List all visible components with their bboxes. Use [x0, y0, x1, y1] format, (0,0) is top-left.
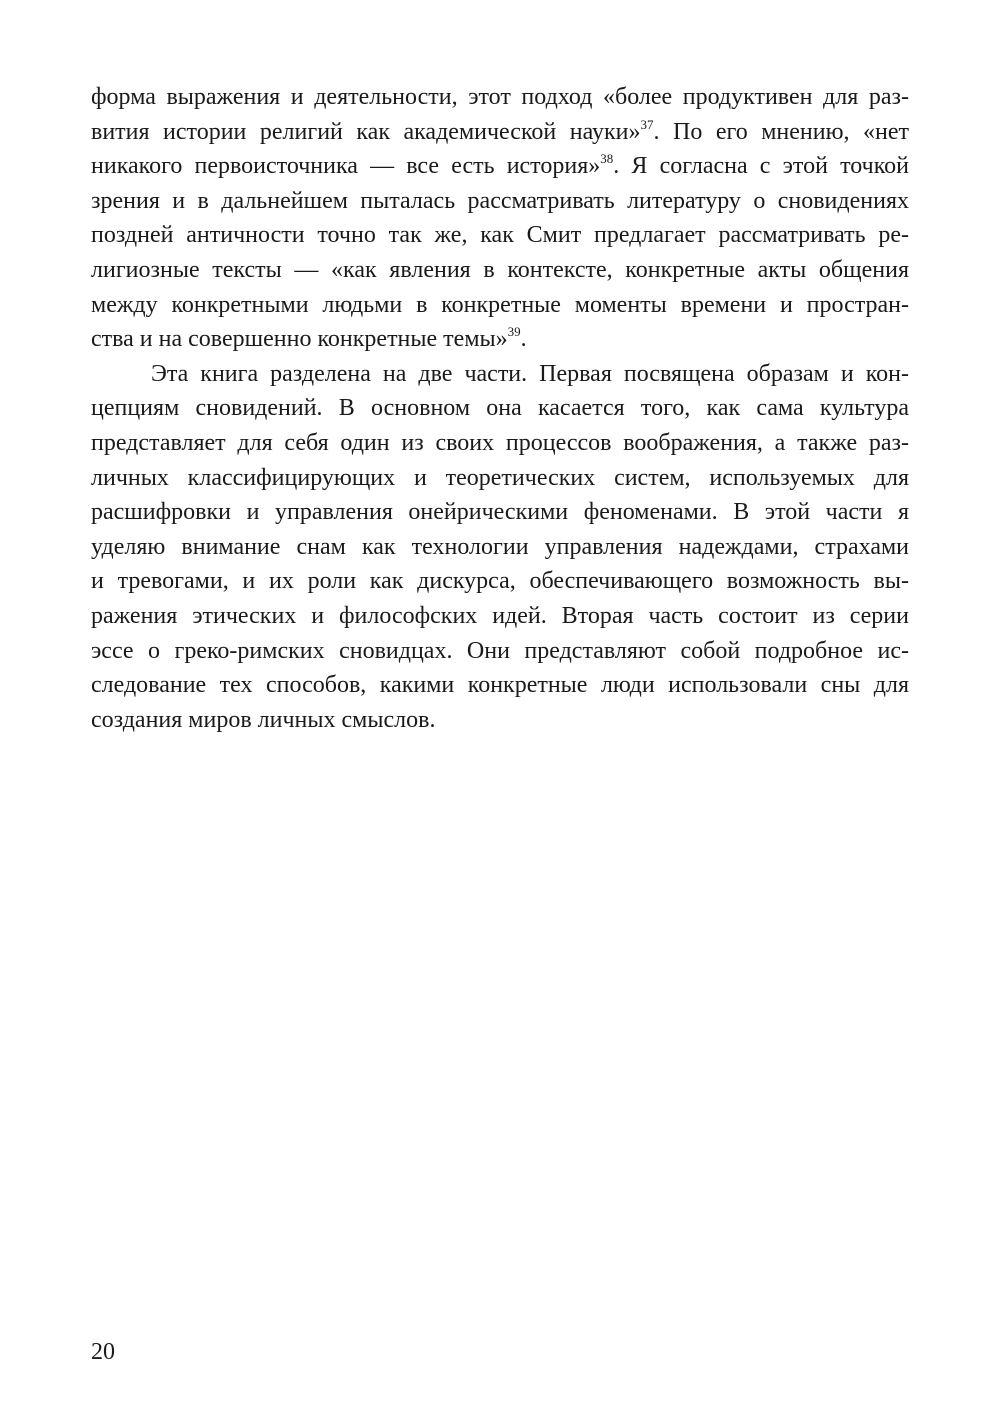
text-run: форма выражения и деятельности, этот подход «более продуктивен для раз- [91, 84, 909, 110]
footnote-marker[interactable]: 37 [640, 116, 654, 132]
text-line [91, 530, 909, 565]
footnote-marker[interactable]: 39 [507, 324, 521, 340]
text-run: создания миров личных смыслов. [91, 706, 436, 733]
text-run: следование тех способов, какими конкретные люди использовали сны для [91, 672, 909, 699]
text-run: представляет для себя один из своих процессов воображения, а также раз- [91, 429, 909, 456]
text-run: ства и на совершенно конкретные темы» [91, 326, 508, 353]
text-run: цепциям сновидений. В основном она касается того, как сама культура [91, 395, 909, 422]
text-line [91, 391, 909, 426]
text-run: зрения и в дальнейшем пыталась рассматривать литературу о сновидениях [91, 187, 909, 214]
text-run: . Я согласна с этой точкой [613, 153, 910, 180]
text-line [91, 634, 909, 669]
text-line [91, 564, 909, 599]
text-run: никакого первоисточника — все есть история» [91, 153, 601, 180]
text-line [91, 288, 909, 323]
page-number: 20 [91, 1339, 115, 1365]
text-line [91, 322, 909, 357]
text-run: расшифровки и управления онейрическими феноменами. В этой части я [91, 499, 909, 526]
text-line [91, 461, 909, 496]
text-line [91, 495, 909, 530]
text-run: лигиозные тексты — «как явления в контексте, конкретные акты общения [91, 256, 909, 283]
text-run: уделяю внимание снам как технологии управления надеждами, страхами [91, 533, 909, 560]
footnote-marker[interactable]: 38 [600, 151, 614, 167]
text-line [91, 184, 909, 219]
text-line [91, 703, 909, 738]
text-run: . По его мнению, «нет [653, 118, 909, 145]
text-run: ражения этических и философских идей. Вторая часть состоит из серии [91, 602, 909, 629]
text-line [91, 115, 909, 150]
text-run: личных классифицирующих и теоретических систем, используемых для [91, 464, 909, 491]
text-run: между конкретными людьми в конкретные моменты времени и простран- [91, 291, 909, 318]
text-run: поздней античности точно так же, как Смит предлагает рассматривать ре- [91, 222, 909, 249]
text-line [91, 357, 909, 392]
paragraph [91, 80, 909, 357]
text-run: и тревогами, и их роли как дискурса, обеспечивающего возможность вы- [91, 568, 909, 595]
text-line [91, 599, 909, 634]
text-line [91, 80, 909, 115]
text-line [91, 426, 909, 461]
text-run: . [520, 326, 527, 353]
text-run: эссе о греко-римских сновидцах. Они представляют собой подробное ис- [91, 637, 909, 664]
text-line [91, 253, 909, 288]
text-line [91, 218, 909, 253]
text-line [91, 149, 909, 184]
text-run: вития истории религий как академической науки» [91, 118, 641, 145]
text-line [91, 668, 909, 703]
body-text [91, 80, 909, 737]
paragraph [91, 357, 909, 738]
text-run: Эта книга разделена на две части. Первая посвящена образам и кон- [151, 360, 909, 387]
